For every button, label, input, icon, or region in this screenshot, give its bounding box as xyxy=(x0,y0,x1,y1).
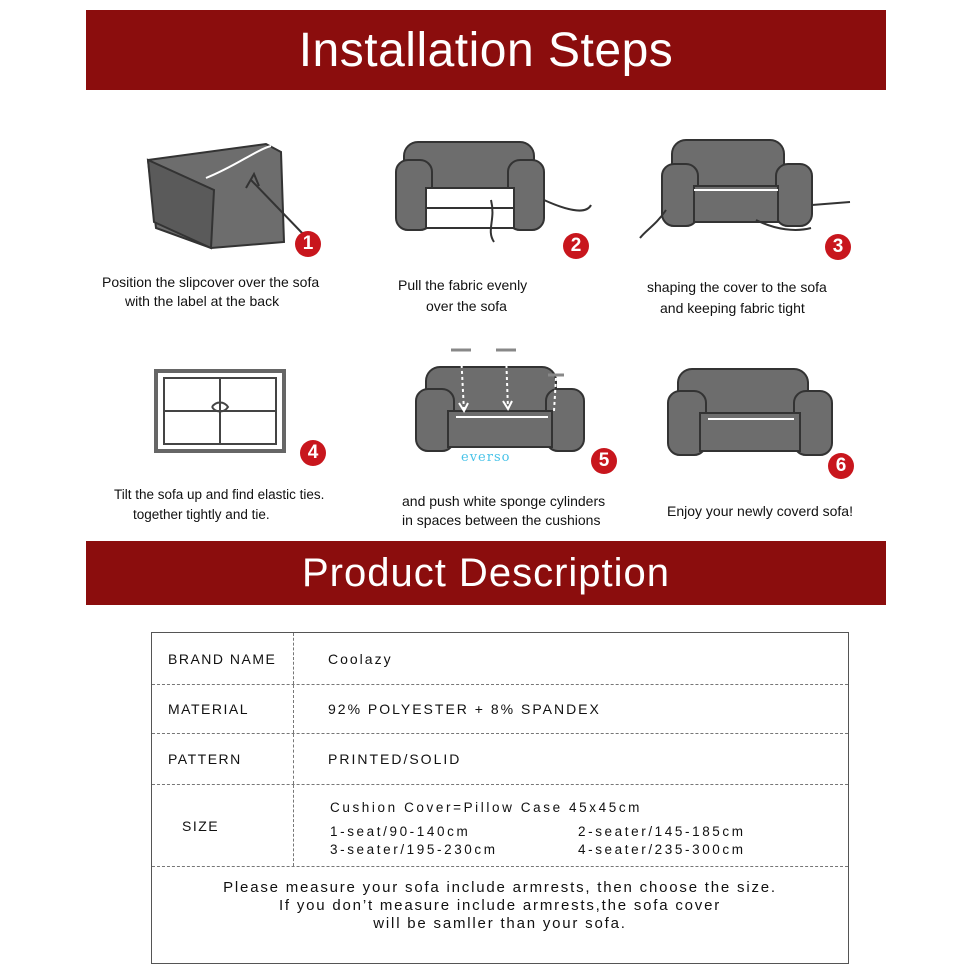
installation-steps-title: Installation Steps xyxy=(298,23,674,77)
step-1 xyxy=(96,130,386,320)
product-description-title: Product Description xyxy=(301,550,671,595)
installation-steps-banner xyxy=(86,10,886,90)
step-3 xyxy=(636,130,926,320)
brand-label: BRAND NAME xyxy=(152,633,294,684)
step-2 xyxy=(386,130,676,320)
table-row-brand xyxy=(152,633,848,685)
step-number-badge: 6 xyxy=(828,453,854,479)
step-5 xyxy=(396,345,686,535)
product-description-banner xyxy=(86,541,886,605)
step-caption-line1: shaping the cover to the sofa xyxy=(647,279,827,295)
sofa-pull-fabric-icon xyxy=(386,130,676,260)
step-caption-line1: Pull the fabric evenly xyxy=(398,277,528,293)
sofa-finished-icon xyxy=(656,365,946,465)
step-caption-line2: together tightly and tie. xyxy=(133,507,270,522)
note-line-1: Please measure your sofa include armrests, then choose the size. xyxy=(223,879,777,896)
size-label: SIZE xyxy=(152,785,294,866)
step-caption-line2: in spaces between the cushions xyxy=(402,512,601,528)
sofa-bottom-ties-icon xyxy=(106,365,396,465)
step-number-badge: 4 xyxy=(300,440,326,466)
step-number-badge: 3 xyxy=(825,234,851,260)
size-1-seat: 1-seat/90-140cm xyxy=(330,824,471,839)
table-row-pattern xyxy=(152,734,848,785)
table-row-material xyxy=(152,685,848,734)
step-4 xyxy=(106,365,396,555)
brand-value: Coolazy xyxy=(328,650,393,667)
table-row-size xyxy=(152,785,848,867)
note-line-3: will be samller than your sofa. xyxy=(373,915,627,932)
size-3-seater: 3-seater/195-230cm xyxy=(330,842,498,857)
step-caption-line1: Tilt the sofa up and find elastic ties. xyxy=(114,487,325,502)
step-caption-line1: Enjoy your newly coverd sofa! xyxy=(667,503,853,519)
step-caption-line2: with the label at the back xyxy=(125,293,280,309)
note-line-2: If you don’t measure include armrests,the sofa cover xyxy=(278,897,722,914)
step-number-badge: 2 xyxy=(563,233,589,259)
step-6 xyxy=(656,365,946,555)
step-number-badge: 5 xyxy=(591,448,617,474)
size-note xyxy=(152,879,848,933)
size-cushion: Cushion Cover=Pillow Case 45x45cm xyxy=(330,800,643,815)
size-2-seater: 2-seater/145-185cm xyxy=(578,824,746,839)
watermark-text: everso xyxy=(461,450,511,465)
product-table xyxy=(151,632,849,964)
sofa-sponge-cylinders-icon xyxy=(396,345,686,465)
material-value: 92% POLYESTER + 8% SPANDEX xyxy=(328,701,601,717)
sofa-shaping-icon xyxy=(636,130,926,260)
step-caption-line1: and push white sponge cylinders xyxy=(402,493,606,509)
step-caption-line2: over the sofa xyxy=(426,298,507,314)
pattern-label: PATTERN xyxy=(152,734,294,784)
step-caption-line1: Position the slipcover over the sofa xyxy=(102,274,320,290)
size-4-seater: 4-seater/235-300cm xyxy=(578,842,746,857)
step-number-badge: 1 xyxy=(295,231,321,257)
material-label: MATERIAL xyxy=(152,685,294,733)
pattern-value: PRINTED/SOLID xyxy=(328,751,462,767)
step-caption-line2: and keeping fabric tight xyxy=(660,300,805,316)
sofa-back-cover-icon xyxy=(96,130,386,260)
